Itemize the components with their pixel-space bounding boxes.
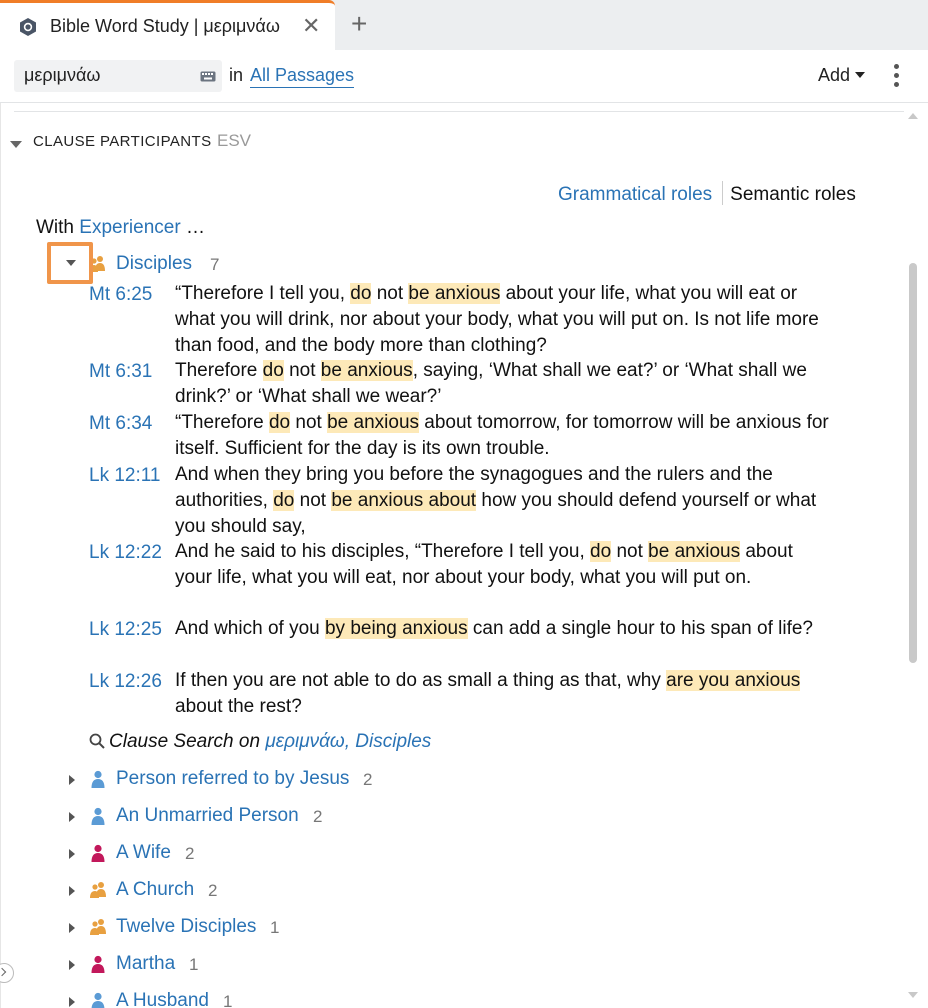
search-input[interactable] <box>14 60 222 92</box>
caret-right-icon[interactable] <box>69 775 75 785</box>
verse-reference[interactable]: Mt 6:34 <box>89 413 153 434</box>
group-label[interactable]: Disciples <box>116 253 193 274</box>
role-separator <box>722 181 723 205</box>
group-count: 2 <box>185 844 195 863</box>
verse-text <box>175 358 835 410</box>
verse-segment: not <box>611 541 649 562</box>
with-prefix: With <box>36 217 74 238</box>
focus-highlight <box>47 242 93 284</box>
verse-segment: about your life, what you will eat, nor about your body, what you will put on. <box>175 541 793 588</box>
add-button[interactable]: Add <box>818 65 851 85</box>
person-icon <box>90 955 106 973</box>
highlighted-term: be anxious <box>327 412 420 433</box>
verse-text <box>175 410 835 462</box>
verse-segment: about tomorrow, for tomorrow will be anxious for itself. Sufficient for the day is its own trouble. <box>175 412 829 459</box>
highlighted-term: do <box>350 283 372 304</box>
caret-right-icon[interactable] <box>69 849 75 859</box>
clause-search-prefix: Clause Search on <box>109 731 261 752</box>
scrollbar[interactable] <box>909 263 917 663</box>
verse-text <box>175 281 835 358</box>
experiencer-link[interactable]: Experiencer <box>79 217 181 238</box>
toolbar <box>0 50 928 103</box>
close-icon[interactable]: ✕ <box>302 13 321 38</box>
grammatical-roles-link[interactable]: Grammatical roles <box>558 184 713 205</box>
highlighted-term: by being anxious <box>324 618 468 639</box>
verse-segment: “Therefore <box>175 412 269 433</box>
highlighted-term: be anxious <box>408 283 501 304</box>
verse-segment: how you should defend yourself or what you should say, <box>175 489 817 537</box>
verse-segment: not <box>294 489 332 511</box>
verse-reference[interactable]: Lk 12:22 <box>89 542 162 563</box>
group-label[interactable]: Twelve Disciples <box>116 916 257 937</box>
expand-panel-icon[interactable] <box>0 963 14 983</box>
tab-title: Bible Word Study | μεριμνάω <box>50 16 280 36</box>
verse-segment: not <box>283 360 321 381</box>
role-toggle <box>558 181 856 206</box>
group-count: 2 <box>208 881 218 900</box>
verse-reference[interactable]: Mt 6:25 <box>89 284 153 305</box>
divider <box>14 111 904 112</box>
more-options-icon[interactable] <box>893 64 901 90</box>
verse-segment: If then you are not able to do as small a thing as that, why <box>175 670 667 691</box>
scroll-up-icon[interactable] <box>908 113 918 119</box>
highlighted-term: be anxious about <box>331 489 477 511</box>
group-count: 1 <box>223 992 233 1008</box>
caret-right-icon[interactable] <box>69 923 75 933</box>
word-study-icon <box>20 18 36 36</box>
group-count: 2 <box>363 770 373 789</box>
person-icon <box>90 807 106 825</box>
search-icon <box>89 733 105 749</box>
verse-reference[interactable]: Lk 12:25 <box>89 619 162 640</box>
role-heading <box>36 217 205 239</box>
group-count: 1 <box>270 918 280 937</box>
semantic-roles-link[interactable]: Semantic roles <box>730 184 856 205</box>
search-value[interactable]: μεριμνάω <box>24 65 101 85</box>
passage-scope-link[interactable]: All Passages <box>250 65 354 88</box>
panel-edge <box>0 103 1 1008</box>
verse-segment: not <box>371 283 409 304</box>
highlighted-term: be anxious <box>320 360 413 381</box>
tab-bible-word-study[interactable] <box>0 0 335 50</box>
person-icon <box>90 992 106 1008</box>
highlighted-term: do <box>590 541 612 562</box>
verse-segment: about the rest? <box>175 695 302 717</box>
verse-text <box>175 539 835 591</box>
group-count: 1 <box>189 955 199 974</box>
verse-segment: can add a single hour to his span of life? <box>467 618 813 639</box>
highlighted-term: be anxious <box>648 541 741 562</box>
group-count: 2 <box>313 807 323 826</box>
clause-search-link[interactable] <box>89 731 431 753</box>
group-icon <box>90 881 106 899</box>
content-panel <box>0 103 928 1008</box>
verse-segment: And he said to his disciples, “Therefore I tell you, <box>175 541 591 562</box>
verse-reference[interactable]: Lk 12:26 <box>89 671 162 692</box>
verse-segment: about your life, what you will eat or what you will drink, nor about your body, what you will put on. Is not life more than food, and the body more than clothing? <box>175 283 819 356</box>
tab-strip <box>0 0 928 50</box>
group-icon <box>90 918 106 936</box>
verse-reference[interactable]: Mt 6:31 <box>89 361 153 382</box>
section-title: CLAUSE PARTICIPANTS <box>33 133 212 150</box>
caret-down-icon[interactable] <box>10 141 22 148</box>
caret-right-icon[interactable] <box>69 812 75 822</box>
verse-segment: , saying, ‘What shall we eat?’ or ‘What shall we drink?’ or ‘What shall we wear?’ <box>175 360 807 407</box>
verse-segment: not <box>290 412 328 433</box>
clause-search-query[interactable]: μεριμνάω, Disciples <box>265 731 432 752</box>
verse-segment: Therefore <box>175 360 263 381</box>
verse-segment: And when they bring you before the synagogues and the rulers and the authorities, <box>175 464 773 511</box>
person-icon <box>90 770 106 788</box>
group-label[interactable]: An Unmarried Person <box>116 805 299 826</box>
group-label[interactable]: Person referred to by Jesus <box>116 768 350 789</box>
in-label: in <box>229 65 244 85</box>
highlighted-term: do <box>262 360 284 381</box>
verse-text <box>175 462 835 539</box>
section-version: ESV <box>217 131 252 150</box>
verse-segment: And which of you <box>175 618 325 639</box>
group-label[interactable]: A Wife <box>116 842 171 863</box>
verse-reference[interactable]: Lk 12:11 <box>89 465 161 486</box>
caret-right-icon[interactable] <box>69 960 75 970</box>
group-label[interactable]: A Church <box>116 879 195 900</box>
verse-text <box>175 668 835 720</box>
verse-text <box>175 616 835 642</box>
highlighted-term: are you anxious <box>666 670 801 691</box>
highlighted-term: do <box>268 412 291 433</box>
caret-right-icon[interactable] <box>69 997 75 1007</box>
keyboard-icon[interactable] <box>200 71 216 82</box>
group-count: 7 <box>210 255 220 274</box>
chevron-down-icon[interactable] <box>855 72 865 78</box>
person-icon <box>90 844 106 862</box>
highlighted-term: do <box>273 489 295 511</box>
new-tab-button[interactable]: + <box>351 8 368 39</box>
with-suffix: … <box>185 217 205 238</box>
scroll-down-icon[interactable] <box>908 992 918 998</box>
verse-segment: “Therefore I tell you, <box>175 283 351 304</box>
group-label[interactable]: A Husband <box>116 990 209 1008</box>
caret-right-icon[interactable] <box>69 886 75 896</box>
group-label[interactable]: Martha <box>116 953 176 974</box>
